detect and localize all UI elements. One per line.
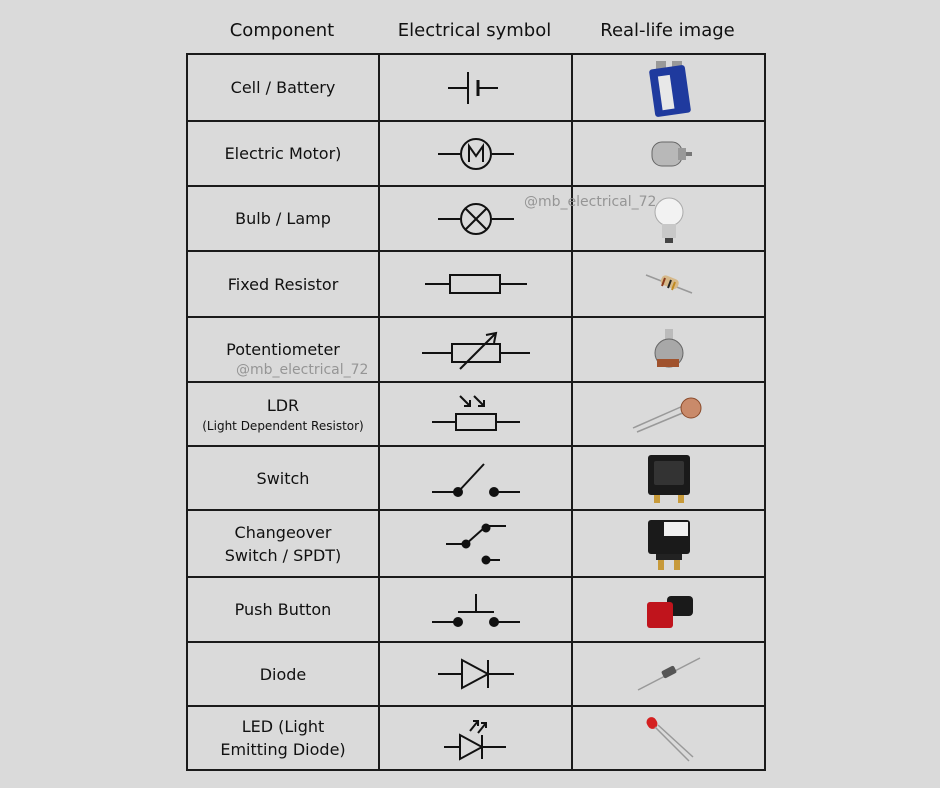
led-icon bbox=[572, 706, 765, 770]
component-name bbox=[187, 186, 379, 251]
component-name bbox=[187, 446, 379, 510]
table-row bbox=[187, 642, 765, 706]
row-9-name: Diode bbox=[259, 664, 307, 684]
table-row bbox=[187, 54, 765, 121]
dc-motor-icon bbox=[572, 121, 765, 186]
row-7-name: Changeover bbox=[234, 522, 332, 542]
potentiometer-icon bbox=[572, 317, 765, 382]
header-image: Real-life image bbox=[600, 20, 735, 41]
component-name bbox=[187, 382, 379, 446]
row-10-name2: Emitting Diode) bbox=[220, 740, 346, 759]
9v-battery-icon bbox=[572, 54, 765, 121]
ldr-symbol-icon bbox=[379, 382, 572, 446]
cell-battery-symbol-icon bbox=[379, 54, 572, 121]
row-10-name: LED (Light bbox=[241, 717, 325, 736]
table-row bbox=[187, 121, 765, 186]
component-name bbox=[187, 54, 379, 121]
push-button-icon bbox=[572, 577, 765, 642]
component-name bbox=[187, 251, 379, 317]
component-name bbox=[187, 642, 379, 706]
switch-symbol-icon bbox=[379, 446, 572, 510]
row-5-sub: (Light Dependent Resistor) bbox=[202, 418, 364, 433]
motor-symbol-icon bbox=[379, 121, 572, 186]
watermark: @mb_electrical_72 bbox=[524, 194, 657, 210]
row-4-name: Potentiometer bbox=[226, 340, 340, 359]
header-component: Component bbox=[229, 20, 335, 41]
row-6-name: Switch bbox=[256, 468, 310, 488]
row-2-name: Bulb / Lamp bbox=[235, 209, 331, 228]
table-row bbox=[187, 577, 765, 642]
table-row bbox=[187, 382, 765, 446]
component-name bbox=[187, 577, 379, 642]
ldr-icon bbox=[572, 382, 765, 446]
row-1-name: Electric Motor) bbox=[224, 144, 342, 163]
resistor-icon bbox=[572, 251, 765, 317]
header-symbol: Electrical symbol bbox=[397, 20, 552, 41]
rocker-switch-icon bbox=[572, 446, 765, 510]
component-name bbox=[187, 510, 379, 577]
row-7-name2: Switch / SPDT) bbox=[224, 545, 342, 565]
spdt-symbol-icon bbox=[379, 510, 572, 577]
diode-symbol-icon bbox=[379, 642, 572, 706]
led-symbol-icon bbox=[379, 706, 572, 770]
component-name bbox=[187, 121, 379, 186]
push-button-symbol-icon bbox=[379, 577, 572, 642]
resistor-symbol-icon bbox=[379, 251, 572, 317]
table-row bbox=[187, 186, 765, 251]
row-3-name: Fixed Resistor bbox=[227, 274, 339, 294]
row-8-name: Push Button bbox=[234, 600, 332, 619]
table-headers bbox=[186, 20, 764, 50]
potentiometer-symbol-icon bbox=[379, 317, 572, 382]
table-row bbox=[187, 446, 765, 510]
spdt-switch-icon bbox=[572, 510, 765, 577]
components-table bbox=[186, 53, 766, 771]
table-row bbox=[187, 510, 765, 577]
row-5-name: LDR bbox=[266, 395, 300, 415]
row-0-name: Cell / Battery bbox=[230, 78, 336, 97]
component-name bbox=[187, 706, 379, 770]
table-row bbox=[187, 706, 765, 770]
watermark: @mb_electrical_72 bbox=[236, 362, 369, 378]
diode-icon bbox=[572, 642, 765, 706]
table-row bbox=[187, 251, 765, 317]
